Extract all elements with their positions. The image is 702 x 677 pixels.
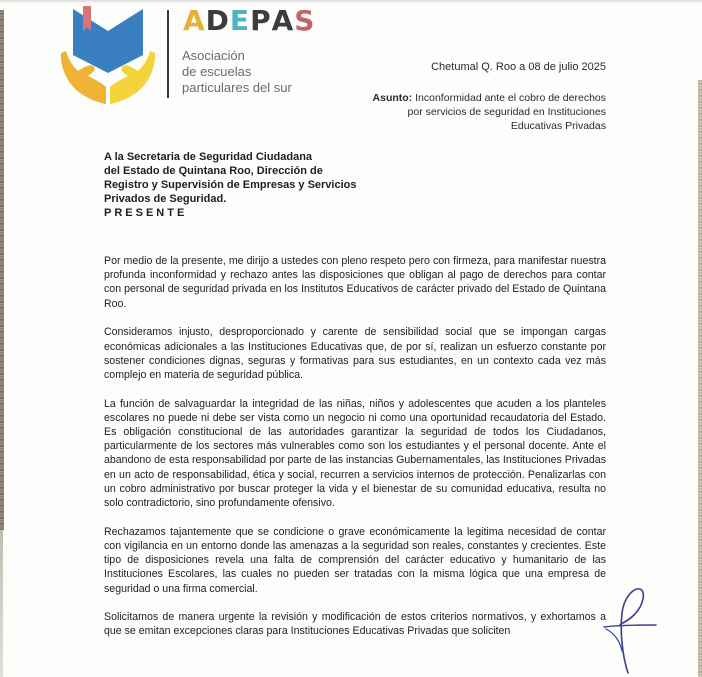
letter-body <box>104 254 606 653</box>
brand-letter: A <box>183 4 206 37</box>
addressee-block <box>104 150 434 220</box>
brand-wordmark <box>183 4 315 38</box>
paper-right-edge-shadow <box>698 80 702 677</box>
subject-label: Asunto: <box>372 92 413 104</box>
addressee-line: del Estado de Quintana Roo, Dirección de <box>104 165 323 177</box>
brand-letter: D <box>205 4 230 37</box>
book-held-by-hands-icon <box>58 3 158 107</box>
addressee-line: Registro y Supervisión de Empresas y Servicios <box>104 179 357 191</box>
brand-letter: E <box>229 4 251 37</box>
body-paragraph: Solicitamos de manera urgente la revisión y modificación de estos criterios normativos, y exhortamos a que se emitan excepciones claras para Instituciones Educativas Privadas que soliciten <box>104 611 606 638</box>
logo-divider <box>167 10 169 98</box>
place-date: Chetumal Q. Roo a 08 de julio 2025 <box>431 61 606 73</box>
brand-subtitle-line: particulares del sur <box>182 80 292 95</box>
paper-left-edge-shadow <box>0 10 4 530</box>
handwritten-signature-icon <box>600 585 660 677</box>
subject-line-3: Educativas Privadas <box>510 120 606 132</box>
brand-subtitle-line: Asociación <box>182 48 245 63</box>
subject-block <box>346 91 606 133</box>
subject-text: Inconformidad ante el cobro de derechos <box>415 92 606 104</box>
brand-letter: A <box>271 4 295 37</box>
body-paragraph: Consideramos injusto, desproporcionado y carente de sensibilidad social que se impongan cargas económicas adicionales a las Instituciones Educativas que, de por sí, realizan un esfuerzo constante por sostener condiciones dignas, seguras y formativas para sus estudiantes, en un contexto cada vez más complejo en materia de seguridad pública. <box>104 326 606 381</box>
brand-letter: S <box>294 4 316 37</box>
brand-subtitle <box>182 48 292 96</box>
addressee-line: Privados de Seguridad. <box>104 193 227 205</box>
body-paragraph: Por medio de la presente, me dirijo a ustedes con pleno respeto pero con firmeza, para manifestar nuestra profunda inconformidad y rechazo antes las disposiciones que obligan al pago de derechos para contar con personal de seguridad privada en los Institutos Educativos de carácter privado del Estado de Quintana Roo. <box>104 255 606 310</box>
brand-subtitle-line: de escuelas <box>182 64 252 79</box>
addressee-line: A la Secretaria de Seguridad Ciudadana <box>104 151 313 163</box>
subject-line-2: por servicios de seguridad en Instituciones <box>407 106 606 118</box>
body-paragraph: La función de salvaguardar la integridad de las niñas, niños y adolescentes que acuden a los planteles escolares no puede ni debe ser vista como un negocio ni como una oportunidad recaudatoria del Estado. Es obligación constitucional de las autoridades garantizar la seguridad de todos los Ciudadanos, particularmente de los sectores más vulnerables como son los estudiantes y el personal docente. Ante el abandono de esta responsabilidad por parte de las instancias Gubernamentales, las Instituciones Privadas en un acto de responsabilidad, ética y social, recurren a servicios internos de protección. Penalizarlas con un cobro administrativo por buscar proteger la vida y el bienestar de su comunidad educativa, resulta no solo contradictorio, sino profundamente ofensivo. <box>104 397 606 510</box>
subject-line-1 <box>346 91 606 105</box>
body-paragraph: Rechazamos tajantemente que se condicione o grave económicamente la legitima necesidad de contar con vigilancia en un entorno donde las amenazas a la seguridad son reales, constantes y crecientes. Este tipo de disposiciones revela una falta de comprensión del carácter educativo y humanitario de las Instituciones Escolares, las cuales no pueden ser tratadas con la misma lógica que una empresa de seguridad o una firma comercial. <box>104 525 606 595</box>
presente-label: PRESENTE <box>104 207 188 219</box>
brand-letter: P <box>250 4 272 37</box>
paper-left-edge-shadow-lower <box>0 530 3 677</box>
